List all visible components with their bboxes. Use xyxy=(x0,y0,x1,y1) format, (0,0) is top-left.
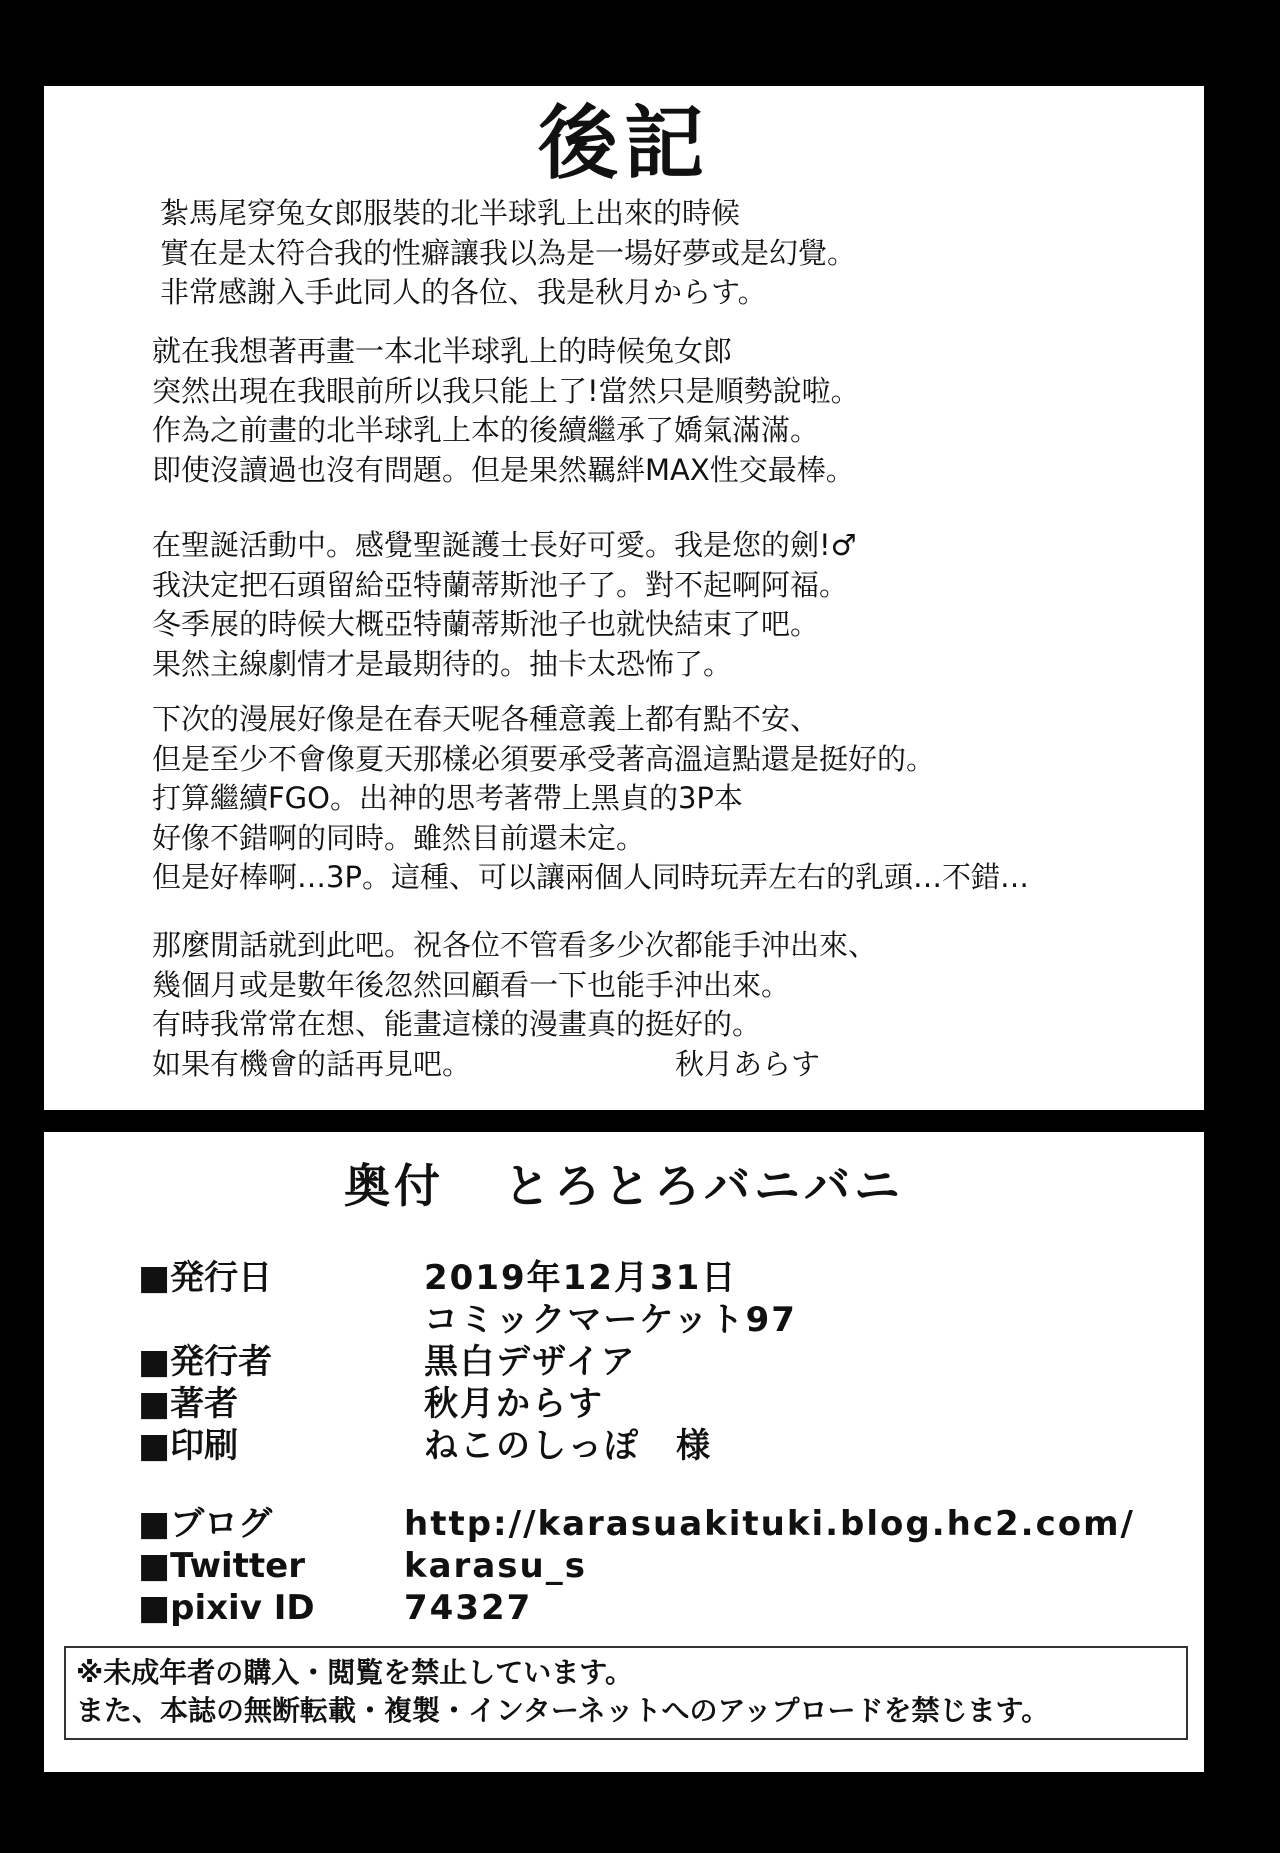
text-line: 下次的漫展好像是在春天呢各種意義上都有點不安、 xyxy=(152,702,820,736)
afterword-paragraph-3 xyxy=(152,526,857,684)
info-label: ■発行日 xyxy=(138,1258,273,1298)
text-line: 我決定把石頭留給亞特蘭蒂斯池子了。對不起啊阿福。 xyxy=(152,567,849,602)
afterword-title: 後記 xyxy=(538,97,710,190)
book-title: とろとろバニバニ xyxy=(504,1159,904,1213)
text-line: 紮馬尾穿兔女郎服裝的北半球乳上出來的時候 xyxy=(160,196,741,230)
closing-text: 如果有機會的話再見吧。 xyxy=(152,1046,472,1081)
colophon-label: 奥付 xyxy=(344,1159,444,1213)
legal-notice-box xyxy=(64,1646,1188,1740)
text-line: 有時我常常在想、能畫這樣的漫畫真的挺好的。 xyxy=(152,1007,762,1041)
info-value: ねこのしっぽ 様 xyxy=(424,1426,712,1466)
text-line: 就在我想著再畫一本北半球乳上的時候兔女郎 xyxy=(152,334,733,368)
text-line: 作為之前畫的北半球乳上本的後續繼承了嬌氣滿滿。 xyxy=(152,413,820,447)
text-line-with-signature xyxy=(152,1045,877,1085)
text-line: 但是至少不會像夏天那樣必須要承受著高溫這點還是挺好的。 xyxy=(152,741,936,776)
afterword-paragraph-5 xyxy=(152,926,877,1084)
afterword-paragraph-1 xyxy=(160,194,856,313)
notice-line: また、本誌の無断転載・複製・インターネットへのアップロードを禁じます。 xyxy=(76,1694,1050,1727)
info-value: 2019年12月31日 xyxy=(424,1258,738,1298)
info-value: コミックマーケット97 xyxy=(424,1300,797,1340)
info-label: ■pixiv ID xyxy=(138,1588,315,1628)
text-line: 突然出現在我眼前所以我只能上了!當然只是順勢說啦。 xyxy=(152,373,860,408)
afterword-paragraph-2 xyxy=(152,332,860,490)
text-line: 果然主線劇情才是最期待的。抽卡太恐怖了。 xyxy=(152,646,733,681)
text-line: 那麼閒話就到此吧。祝各位不管看多少次都能手沖出來、 xyxy=(152,928,878,962)
blog-url-link: http://karasuakituki.blog.hc2.com/ xyxy=(404,1504,1135,1544)
pixiv-id: 74327 xyxy=(404,1588,533,1628)
text-line: 打算繼續FGO。出神的思考著帶上黑貞的3P本 xyxy=(152,781,743,815)
info-label: ■Twitter xyxy=(138,1546,305,1586)
info-value: 秋月からす xyxy=(424,1384,604,1424)
author-signature: 秋月あらす xyxy=(675,1046,821,1081)
text-line: 冬季展的時候大概亞特蘭蒂斯池子也就快結束了吧。 xyxy=(152,607,820,641)
colophon-title xyxy=(44,1150,1204,1216)
afterword-paragraph-4 xyxy=(152,700,1029,898)
text-line: 即使沒讀過也沒有問題。但是果然羈絆MAX性交最棒。 xyxy=(152,452,855,487)
text-line: 好像不錯啊的同時。雖然目前還未定。 xyxy=(152,820,646,855)
info-value: 黒白デザイア xyxy=(424,1342,637,1382)
text-line: 非常感謝入手此同人的各位、我是秋月からす。 xyxy=(160,275,767,309)
colophon-panel xyxy=(44,1132,1204,1772)
info-label: ■発行者 xyxy=(138,1342,273,1382)
info-label: ■ブログ xyxy=(138,1504,273,1544)
twitter-handle: karasu_s xyxy=(404,1546,587,1586)
text-line: 但是好棒啊…3P。這種、可以讓兩個人同時玩弄左右的乳頭…不錯… xyxy=(152,860,1029,894)
text-line: 實在是太符合我的性癖讓我以為是一場好夢或是幻覺。 xyxy=(160,235,857,270)
text-line: 幾個月或是數年後忽然回顧看一下也能手沖出來。 xyxy=(152,967,791,1002)
text-line: 在聖誕活動中。感覺聖誕護士長好可愛。我是您的劍!♂ xyxy=(152,528,857,562)
notice-line: ※未成年者の購入・閲覧を禁止しています。 xyxy=(76,1656,633,1689)
info-label: ■印刷 xyxy=(138,1426,239,1466)
afterword-panel xyxy=(44,86,1204,1110)
info-label: ■著者 xyxy=(138,1384,239,1424)
